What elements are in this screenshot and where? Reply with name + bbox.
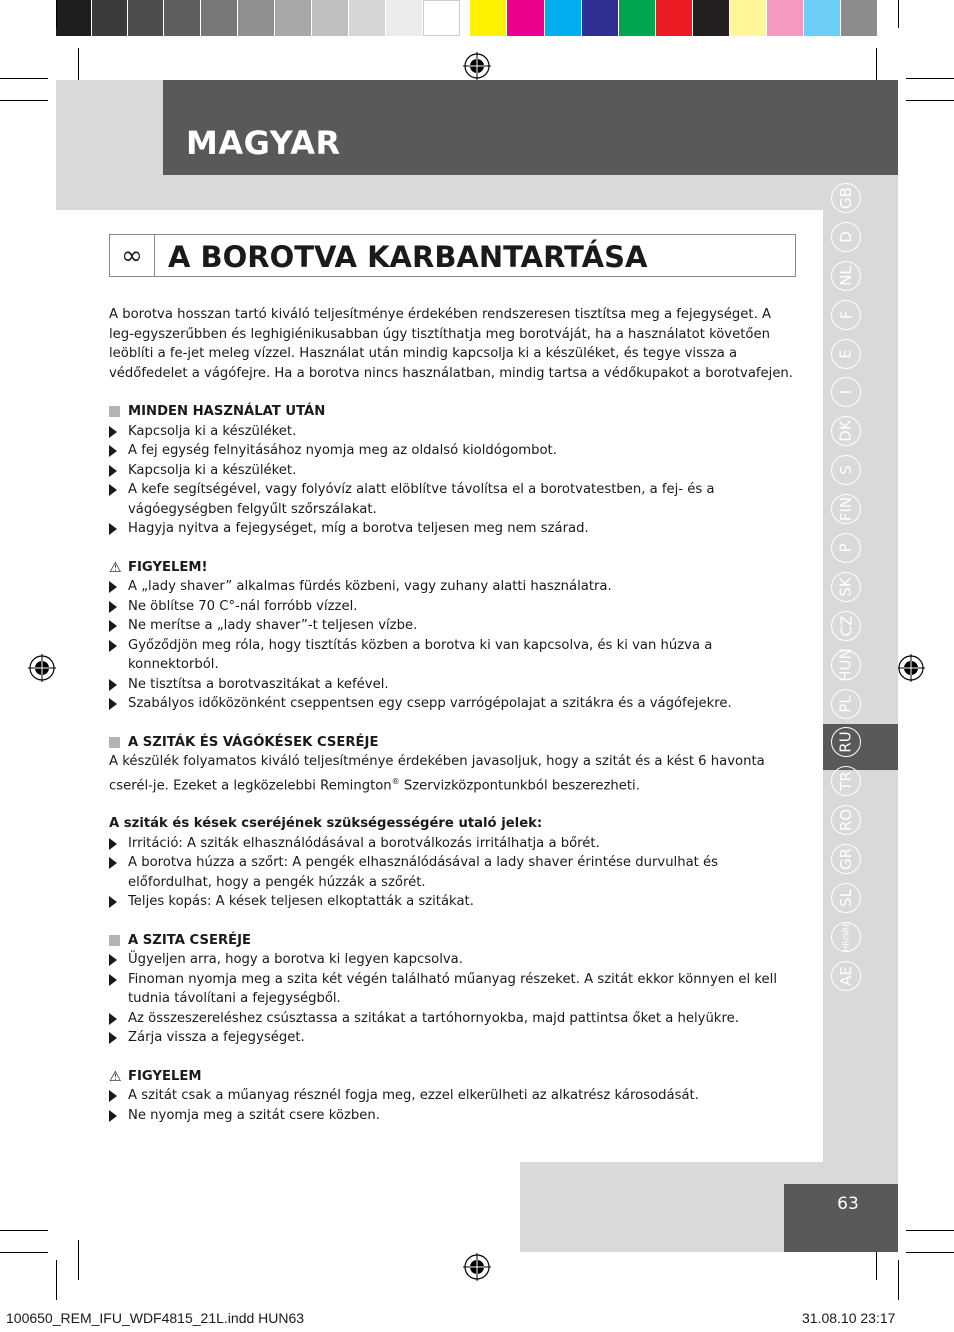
color-swatch	[275, 0, 312, 36]
list-item: Kapcsolja ki a készüléket.	[109, 422, 799, 442]
warning-list	[109, 577, 799, 714]
triangle-bullet-icon	[109, 1090, 117, 1102]
list-item: A „lady shaver” alkalmas fürdés közbeni, vagy zuhany alatti használatra.	[109, 577, 799, 597]
language-tab-i[interactable]: I	[831, 377, 861, 407]
color-swatch	[730, 0, 767, 36]
language-tab-p[interactable]: P	[831, 533, 861, 563]
list-item: Az összeszereléshez csúsztassa a szitákat a tartóhornyokba, majd pattintsa őket a helyükre.	[109, 1009, 799, 1029]
crop-mark	[906, 1230, 954, 1231]
crop-mark	[78, 1240, 79, 1280]
after-use-list	[109, 422, 799, 539]
warning-icon: ⚠	[109, 559, 122, 576]
triangle-bullet-icon	[109, 581, 117, 593]
triangle-bullet-icon	[109, 954, 117, 966]
color-swatch	[470, 0, 507, 36]
color-swatch	[312, 0, 349, 36]
triangle-bullet-icon	[109, 698, 117, 710]
triangle-bullet-icon	[109, 1013, 117, 1025]
language-title: MAGYAR	[186, 124, 341, 162]
signs-list	[109, 834, 799, 912]
color-swatch	[128, 0, 164, 36]
language-tab-ae[interactable]: AE	[831, 961, 861, 991]
triangle-bullet-icon	[109, 601, 117, 613]
foil-replace-list	[109, 950, 799, 1048]
color-swatch	[164, 0, 201, 36]
foil-replace-heading: A SZITA CSERÉJE	[109, 931, 799, 951]
color-swatch	[349, 0, 386, 36]
color-swatch	[92, 0, 128, 36]
language-tab-pl[interactable]: PL	[831, 689, 861, 719]
color-swatch	[201, 0, 238, 36]
crop-mark	[906, 1252, 954, 1253]
list-item: Szabályos időközönként cseppentsen egy csepp varrógépolajat a szitákra és a vágófejekre.	[109, 694, 799, 714]
triangle-bullet-icon	[109, 445, 117, 457]
list-item: A kefe segítségével, vagy folyóvíz alatt elöblítve távolítsa el a borotvatestben, a fej- és a vágóegységben felgyűlt szőrszálakat.	[109, 480, 799, 519]
list-item: Irritáció: A sziták elhasználódásával a borotválkozás irritálhatja a bőrét.	[109, 834, 799, 854]
crop-mark	[56, 0, 57, 28]
triangle-bullet-icon	[109, 1032, 117, 1044]
color-swatch	[767, 0, 804, 36]
square-bullet-icon	[109, 737, 120, 748]
color-swatch	[423, 0, 460, 36]
list-item: Győződjön meg róla, hogy tisztítás közben a borotva ki van kapcsolva, és ki van húzva a konnektorból.	[109, 636, 799, 675]
list-item: Hagyja nyitva a fejegységet, míg a borotva teljesen meg nem szárad.	[109, 519, 799, 539]
list-item: A borotva húzza a szőrt: A pengék elhasználódásával a lady shaver érintése durvulhat és előfordulhat, hogy a pengék húzzák a szőrét.	[109, 853, 799, 892]
color-swatch	[582, 0, 619, 36]
triangle-bullet-icon	[109, 974, 117, 986]
list-item: Zárja vissza a fejegységet.	[109, 1028, 799, 1048]
list-item: Ne merítse a „lady shaver”-t teljesen vízbe.	[109, 616, 799, 636]
language-tab-s[interactable]: S	[831, 455, 861, 485]
triangle-bullet-icon	[109, 620, 117, 632]
signs-heading: A sziták és kések cseréjének szükségességére utaló jelek:	[109, 816, 543, 832]
list-item: A szitát csak a műanyag résznél fogja meg, ezzel elkerülheti az alkatrész károsodását.	[109, 1086, 799, 1106]
list-item: Teljes kopás: A kések teljesen elkoptatták a szitákat.	[109, 892, 799, 912]
registration-mark-icon	[463, 52, 491, 80]
triangle-bullet-icon	[109, 484, 117, 496]
list-item: Kapcsolja ki a készüléket.	[109, 461, 799, 481]
triangle-bullet-icon	[109, 1110, 117, 1122]
list-item: A fej egység felnyitásához nyomja meg az oldalsó kioldógombot.	[109, 441, 799, 461]
color-swatch	[56, 0, 92, 36]
crop-mark	[898, 0, 899, 28]
color-swatch	[804, 0, 841, 36]
replacement-paragraph: A készülék folyamatos kiváló teljesítménye érdekében javasoljuk, hogy a szitát és a kést 6 havonta cserél-je. Ezeket a legközelebbi Remington® Szervizközpontunkból beszerezheti.	[109, 754, 765, 793]
replacement-heading: A SZITÁK ÉS VÁGÓKÉSEK CSERÉJE	[109, 733, 799, 753]
triangle-bullet-icon	[109, 857, 117, 869]
triangle-bullet-icon	[109, 465, 117, 477]
color-swatch	[841, 0, 878, 36]
language-tab-d[interactable]: D	[831, 222, 861, 252]
after-use-heading: MINDEN HASZNÁLAT UTÁN	[109, 402, 799, 422]
color-swatch	[656, 0, 693, 36]
color-swatch	[545, 0, 582, 36]
section-icon-box	[109, 234, 155, 277]
file-slug: 100650_REM_IFU_WDF4815_21L.indd HUN63	[6, 1310, 305, 1326]
list-item: Ne öblítse 70 C°-nál forróbb vízzel.	[109, 597, 799, 617]
color-swatch	[619, 0, 656, 36]
triangle-bullet-icon	[109, 640, 117, 652]
language-tab-hun[interactable]: HUN	[831, 650, 861, 680]
color-swatch	[507, 0, 545, 36]
triangle-bullet-icon	[109, 523, 117, 535]
language-tab-sl[interactable]: SL	[831, 883, 861, 913]
language-tab-ru[interactable]: RU	[831, 727, 861, 757]
color-swatch	[386, 0, 423, 36]
color-calibration-bar	[56, 0, 898, 38]
section-title: A BOROTVA KARBANTARTÁSA	[168, 240, 648, 274]
triangle-bullet-icon	[109, 838, 117, 850]
language-tab-ro[interactable]: RO	[831, 805, 861, 835]
warning-list-2	[109, 1086, 799, 1125]
language-tab-list	[831, 183, 863, 1000]
page-number: 63	[837, 1194, 859, 1214]
crop-mark	[0, 1252, 48, 1253]
triangle-bullet-icon	[109, 679, 117, 691]
list-item: Finoman nyomja meg a szita két végén található műanyag részeket. A szitát ekkor könnyen el kell tudnia távolítani a fejegységből.	[109, 970, 799, 1009]
crop-mark	[906, 100, 954, 101]
warning-heading-2: ⚠ FIGYELEM	[109, 1067, 799, 1087]
square-bullet-icon	[109, 935, 120, 946]
language-tab-cz[interactable]: CZ	[831, 611, 861, 641]
square-bullet-icon	[109, 406, 120, 417]
language-tab-fin[interactable]: FIN	[831, 494, 861, 524]
timestamp: 31.08.10 23:17	[802, 1310, 896, 1326]
color-swatch	[238, 0, 275, 36]
registration-mark-icon	[28, 654, 56, 682]
language-tab-dk[interactable]: DK	[831, 416, 861, 446]
triangle-bullet-icon	[109, 896, 117, 908]
language-tab-gr[interactable]: GR	[831, 844, 861, 874]
language-tab-tr[interactable]: TR	[831, 766, 861, 796]
infinity-icon: ∞	[121, 240, 143, 271]
main-content	[109, 305, 799, 1125]
crop-mark	[0, 78, 48, 79]
list-item: Ne tisztítsa a borotvaszitákat a kefével.	[109, 675, 799, 695]
warning-icon: ⚠	[109, 1068, 122, 1085]
language-tab-e[interactable]: E	[831, 339, 861, 369]
triangle-bullet-icon	[109, 426, 117, 438]
registration-mark-icon	[897, 654, 925, 682]
language-tab-gb[interactable]: GB	[831, 183, 861, 213]
language-tab-nl[interactable]: NL	[831, 261, 861, 291]
warning-heading: ⚠ FIGYELEM!	[109, 558, 799, 578]
crop-mark	[0, 100, 48, 101]
crop-mark	[56, 1260, 57, 1300]
color-swatch	[693, 0, 730, 36]
list-item: Ne nyomja meg a szitát csere közben.	[109, 1106, 799, 1126]
crop-mark	[906, 78, 954, 79]
language-tab-f[interactable]: F	[831, 300, 861, 330]
language-tab-hr-srb[interactable]: HR/SRB	[831, 922, 861, 952]
crop-mark	[898, 1260, 899, 1300]
intro-paragraph: A borotva hosszan tartó kiváló teljesítménye érdekében rendszeresen tisztítsa meg a fejegységet. A leg-egyszerűbben és leghigiénikusabban úgy tisztíthatja meg borotváját, ha a használatot követően leöblíti a fe-jet meleg vízzel. Használat után mindig kapcsolja ki a készüléket, és tegye vissza a védőfedelet a vágófejre. Ha a borotva nincs használatban, mindig tartsa a védőkupakot a borotvafejen.	[109, 307, 793, 381]
list-item: Ügyeljen arra, hogy a borotva ki legyen kapcsolva.	[109, 950, 799, 970]
language-tab-sk[interactable]: SK	[831, 572, 861, 602]
crop-mark	[0, 1230, 48, 1231]
registration-mark-icon	[463, 1253, 491, 1281]
